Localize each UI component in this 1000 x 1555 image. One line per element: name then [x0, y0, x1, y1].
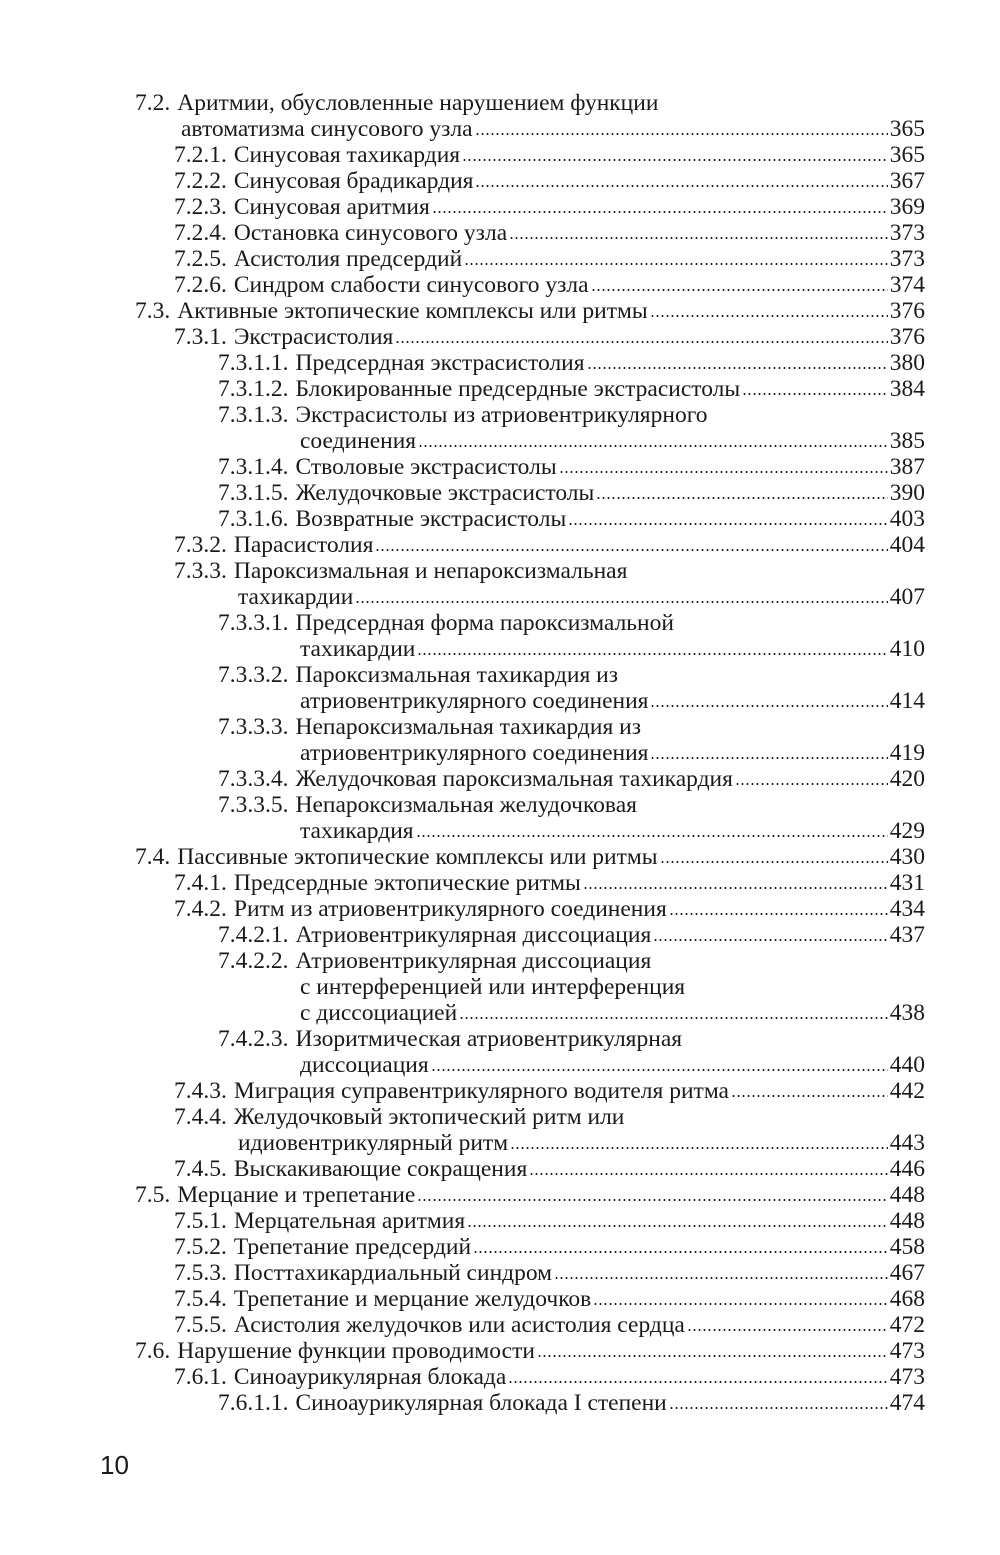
toc-entry[interactable] — [0, 142, 1000, 168]
toc-page-number: 448 — [889, 1208, 925, 1234]
toc-entry[interactable] — [0, 454, 1000, 480]
dot-leader — [742, 391, 888, 397]
toc-entry[interactable] — [0, 1182, 1000, 1208]
toc-entry[interactable] — [0, 948, 1000, 1026]
toc-entry-title: тахикардия — [300, 818, 414, 844]
toc-entry[interactable] — [0, 298, 1000, 324]
toc-entry-title: соединения — [300, 428, 417, 454]
toc-entry-number: 7.2.6. — [174, 272, 227, 298]
toc-page-number: 419 — [889, 740, 925, 766]
dot-leader — [568, 521, 887, 527]
toc-page-number: 420 — [889, 766, 925, 792]
toc-page-number: 442 — [889, 1078, 925, 1104]
toc-entry-number: 7.3.1.5. — [218, 480, 289, 506]
toc-page-number: 446 — [889, 1156, 925, 1182]
toc-entry-title: Пассивные эктопические комплексы или ритмы — [177, 844, 658, 870]
toc-page-number: 373 — [889, 246, 925, 272]
toc-entry[interactable] — [0, 506, 1000, 532]
toc-entry-title: Атриовентрикулярная диссоциация — [295, 922, 652, 948]
toc-entry[interactable] — [0, 1390, 1000, 1416]
toc-entry[interactable] — [0, 870, 1000, 896]
toc-entry-title: Возвратные экстрасистолы — [295, 506, 567, 532]
toc-page-number: 376 — [889, 298, 925, 324]
toc-entry-number: 7.4.5. — [174, 1156, 227, 1182]
dot-leader — [475, 131, 888, 137]
toc-entry-title: Непароксизмальная желудочковая — [295, 792, 637, 818]
toc-entry-title: Активные эктопические комплексы или ритмы — [177, 298, 648, 324]
dot-leader — [593, 1301, 887, 1307]
toc-entry[interactable] — [0, 896, 1000, 922]
toc-page-number: 367 — [889, 168, 925, 194]
dot-leader — [687, 1327, 888, 1333]
toc-page-number: 407 — [889, 584, 925, 610]
toc-page-number: 365 — [889, 116, 925, 142]
toc-entry-title: Желудочковый эктопический ритм или — [233, 1104, 625, 1130]
toc-entry-number: 7.3.3.1. — [218, 610, 289, 636]
toc-entry-number: 7.5.2. — [174, 1234, 227, 1260]
toc-entry-number: 7.2.4. — [174, 220, 227, 246]
toc-entry-title: идиовентрикулярный ритм — [238, 1130, 509, 1156]
dot-leader — [510, 1145, 888, 1151]
toc-entry-number: 7.3.3.5. — [218, 792, 289, 818]
dot-leader — [537, 1353, 888, 1359]
toc-entry[interactable] — [0, 220, 1000, 246]
toc-entry-number: 7.3.1. — [174, 324, 227, 350]
dot-leader — [731, 1093, 888, 1099]
toc-page-number: 390 — [889, 480, 925, 506]
toc-entry-title: Экстрасистолия — [233, 324, 394, 350]
dot-leader — [464, 261, 888, 267]
toc-entry-title: Непароксизмальная тахикардия из — [295, 714, 642, 740]
toc-page-number: 438 — [889, 1000, 925, 1026]
toc-entry-title: Мерцательная аритмия — [233, 1208, 466, 1234]
dot-leader — [591, 287, 888, 293]
toc-entry-title: Трепетание предсердий — [233, 1234, 472, 1260]
toc-entry-number: 7.3.1.4. — [218, 454, 289, 480]
dot-leader — [583, 885, 888, 891]
toc-entry-title: Экстрасистолы из атриовентрикулярного — [295, 402, 708, 428]
toc-entry-title: Изоритмическая атриовентрикулярная — [295, 1026, 683, 1052]
toc-entry-title: Ритм из атриовентрикулярного соединения — [233, 896, 667, 922]
toc-entry-title: Синоаурикулярная блокада — [233, 1364, 507, 1390]
toc-entry-title: Синдром слабости синусового узла — [233, 272, 589, 298]
toc-page-number: 448 — [889, 1182, 925, 1208]
toc-entry-title: Предсердная экстрасистолия — [295, 350, 585, 376]
dot-leader — [462, 157, 888, 163]
dot-leader — [418, 443, 888, 449]
toc-page-number: 434 — [889, 896, 925, 922]
toc-page-number: 384 — [889, 376, 925, 402]
toc-entry-title: Посттахикардиальный синдром — [233, 1260, 553, 1286]
toc-entry[interactable] — [0, 662, 1000, 714]
table-of-contents — [0, 90, 1000, 1416]
toc-entry-title: Выскакивающие сокращения — [233, 1156, 528, 1182]
toc-entry-title: Синусовая тахикардия — [233, 142, 461, 168]
toc-entry-title: Атриовентрикулярная диссоциация — [295, 948, 652, 974]
toc-entry[interactable] — [0, 922, 1000, 948]
dot-leader — [529, 1171, 887, 1177]
toc-entry-number: 7.3.1.2. — [218, 376, 289, 402]
toc-page-number: 404 — [889, 532, 925, 558]
toc-entry[interactable] — [0, 1260, 1000, 1286]
toc-page-number: 410 — [889, 636, 925, 662]
toc-entry[interactable] — [0, 1312, 1000, 1338]
toc-page-number: 403 — [889, 506, 925, 532]
toc-entry-title: Предсердная форма пароксизмальной — [295, 610, 674, 636]
toc-entry-title: Пароксизмальная тахикардия из — [295, 662, 618, 688]
toc-page-number: 467 — [889, 1260, 925, 1286]
toc-entry[interactable] — [0, 1364, 1000, 1390]
toc-entry-title: Стволовые экстрасистолы — [295, 454, 557, 480]
toc-entry-title: Трепетание и мерцание желудочков — [233, 1286, 592, 1312]
dot-leader — [509, 235, 888, 241]
toc-entry-title: Мерцание и трепетание — [177, 1182, 416, 1208]
toc-page-number: 387 — [889, 454, 925, 480]
toc-entry-number: 7.4.2. — [174, 896, 227, 922]
toc-page-number: 437 — [889, 922, 925, 948]
toc-page-number: 373 — [889, 220, 925, 246]
toc-entry[interactable] — [0, 1234, 1000, 1260]
toc-entry-title: с диссоциацией — [300, 1000, 458, 1026]
dot-leader — [735, 781, 888, 787]
toc-entry[interactable] — [0, 1338, 1000, 1364]
toc-entry-title: Нарушение функции проводимости — [177, 1338, 535, 1364]
dot-leader — [417, 1197, 888, 1203]
toc-entry-title: Желудочковые экстрасистолы — [295, 480, 595, 506]
toc-entry-number: 7.4.3. — [174, 1078, 227, 1104]
toc-entry-number: 7.3.1.1. — [218, 350, 289, 376]
toc-entry-title: Остановка синусового узла — [233, 220, 508, 246]
dot-leader — [669, 1405, 888, 1411]
toc-entry[interactable] — [0, 246, 1000, 272]
toc-entry[interactable] — [0, 1026, 1000, 1078]
toc-entry-title: Желудочковая пароксизмальная тахикардия — [295, 766, 733, 792]
dot-leader — [653, 937, 888, 943]
toc-page-number: 443 — [889, 1130, 925, 1156]
toc-entry[interactable] — [0, 90, 1000, 142]
toc-entry[interactable] — [0, 610, 1000, 662]
toc-entry-number: 7.5.4. — [174, 1286, 227, 1312]
toc-entry-number: 7.3.3. — [174, 558, 227, 584]
toc-entry-title: Синусовая аритмия — [233, 194, 430, 220]
toc-entry[interactable] — [0, 558, 1000, 610]
dot-leader — [475, 183, 887, 189]
toc-entry-number: 7.4.2.1. — [218, 922, 289, 948]
toc-entry-number: 7.3.1.3. — [218, 402, 289, 428]
dot-leader — [431, 1067, 888, 1073]
dot-leader — [596, 495, 887, 501]
dot-leader — [554, 1275, 888, 1281]
toc-entry-number: 7.6. — [135, 1338, 171, 1364]
toc-entry-number: 7.6.1. — [174, 1364, 227, 1390]
toc-entry-number: 7.5.1. — [174, 1208, 227, 1234]
toc-entry-number: 7.2.1. — [174, 142, 227, 168]
toc-entry-title: атриовентрикулярного соединения — [300, 688, 649, 714]
toc-page-number: 430 — [889, 844, 925, 870]
dot-leader — [650, 703, 887, 709]
toc-entry[interactable] — [0, 844, 1000, 870]
toc-entry-number: 7.4. — [135, 844, 171, 870]
dot-leader — [473, 1249, 888, 1255]
toc-entry[interactable] — [0, 766, 1000, 792]
toc-entry-title: автоматизма синусового узла — [181, 116, 473, 142]
dot-leader — [650, 755, 887, 761]
toc-entry-title: Миграция суправентрикулярного водителя ритма — [233, 1078, 729, 1104]
toc-entry[interactable] — [0, 1208, 1000, 1234]
toc-entry-title: Синоаурикулярная блокада I степени — [295, 1390, 667, 1416]
toc-entry-number: 7.6.1.1. — [218, 1390, 289, 1416]
toc-entry[interactable] — [0, 350, 1000, 376]
toc-page-number: 376 — [889, 324, 925, 350]
toc-entry-number: 7.3. — [135, 298, 171, 324]
toc-entry-title: атриовентрикулярного соединения — [300, 740, 649, 766]
toc-entry[interactable] — [0, 1286, 1000, 1312]
toc-entry-number: 7.2. — [135, 90, 171, 116]
toc-entry[interactable] — [0, 324, 1000, 350]
toc-page-number: 385 — [889, 428, 925, 454]
toc-entry-number: 7.3.3.2. — [218, 662, 289, 688]
toc-entry-title: тахикардии — [238, 584, 354, 610]
toc-entry-number: 7.3.3.3. — [218, 714, 289, 740]
dot-leader — [660, 859, 888, 865]
toc-page-number: 429 — [889, 818, 925, 844]
toc-page-number: 365 — [889, 142, 925, 168]
toc-entry-number: 7.4.2.2. — [218, 948, 289, 974]
toc-entry-number: 7.5. — [135, 1182, 171, 1208]
toc-entry-title: Пароксизмальная и непароксизмальная — [233, 558, 628, 584]
toc-page-number: 458 — [889, 1234, 925, 1260]
toc-page-number: 380 — [889, 350, 925, 376]
dot-leader — [508, 1379, 887, 1385]
toc-entry-number: 7.5.5. — [174, 1312, 227, 1338]
toc-entry[interactable] — [0, 714, 1000, 766]
toc-entry[interactable] — [0, 1156, 1000, 1182]
toc-entry[interactable] — [0, 402, 1000, 454]
toc-entry[interactable] — [0, 1078, 1000, 1104]
toc-entry-number: 7.3.1.6. — [218, 506, 289, 532]
toc-entry-title: Синусовая брадикардия — [233, 168, 474, 194]
toc-entry-title: диссоциация — [300, 1052, 429, 1078]
toc-page-number: 374 — [889, 272, 925, 298]
dot-leader — [559, 469, 888, 475]
toc-entry-number: 7.3.2. — [174, 532, 227, 558]
toc-entry-number: 7.4.2.3. — [218, 1026, 289, 1052]
toc-page-number: 431 — [889, 870, 925, 896]
toc-entry-number: 7.2.2. — [174, 168, 227, 194]
page-number: 10 — [100, 1450, 129, 1480]
toc-entry-title: Асистолия предсердий — [233, 246, 463, 272]
dot-leader — [417, 651, 887, 657]
toc-entry[interactable] — [0, 376, 1000, 402]
toc-entry-number: 7.5.3. — [174, 1260, 227, 1286]
dot-leader — [669, 911, 888, 917]
toc-entry-number: 7.4.1. — [174, 870, 227, 896]
toc-entry[interactable] — [0, 792, 1000, 844]
toc-entry-title: Асистолия желудочков или асистолия сердца — [233, 1312, 685, 1338]
toc-entry-title: тахикардии — [300, 636, 416, 662]
toc-entry-title: Блокированные предсердные экстрасистолы — [295, 376, 741, 402]
toc-page-number: 474 — [889, 1390, 925, 1416]
dot-leader — [587, 365, 888, 371]
toc-entry[interactable] — [0, 168, 1000, 194]
toc-page-number: 473 — [889, 1338, 925, 1364]
toc-page-number: 472 — [889, 1312, 925, 1338]
toc-entry-number: 7.3.3.4. — [218, 766, 289, 792]
toc-entry-title: Парасистолия — [233, 532, 374, 558]
dot-leader — [416, 833, 888, 839]
toc-entry-title: с интерференцией или интерференция — [300, 974, 686, 1000]
toc-page-number: 440 — [889, 1052, 925, 1078]
toc-entry-title: Аритмии, обусловленные нарушением функции — [177, 90, 659, 116]
toc-page-number: 414 — [889, 688, 925, 714]
toc-entry[interactable] — [0, 272, 1000, 298]
toc-page-number: 468 — [889, 1286, 925, 1312]
dot-leader — [650, 313, 888, 319]
dot-leader — [467, 1223, 888, 1229]
toc-entry[interactable] — [0, 532, 1000, 558]
dot-leader — [355, 599, 887, 605]
toc-page-number: 473 — [889, 1364, 925, 1390]
toc-page-number: 369 — [889, 194, 925, 220]
toc-entry-number: 7.2.3. — [174, 194, 227, 220]
dot-leader — [432, 209, 888, 215]
toc-entry[interactable] — [0, 194, 1000, 220]
toc-entry[interactable] — [0, 480, 1000, 506]
dot-leader — [395, 339, 887, 345]
dot-leader — [459, 1015, 888, 1021]
dot-leader — [375, 547, 887, 553]
toc-entry-number: 7.2.5. — [174, 246, 227, 272]
toc-entry[interactable] — [0, 1104, 1000, 1156]
toc-entry-number: 7.4.4. — [174, 1104, 227, 1130]
toc-entry-title: Предсердные эктопические ритмы — [233, 870, 581, 896]
